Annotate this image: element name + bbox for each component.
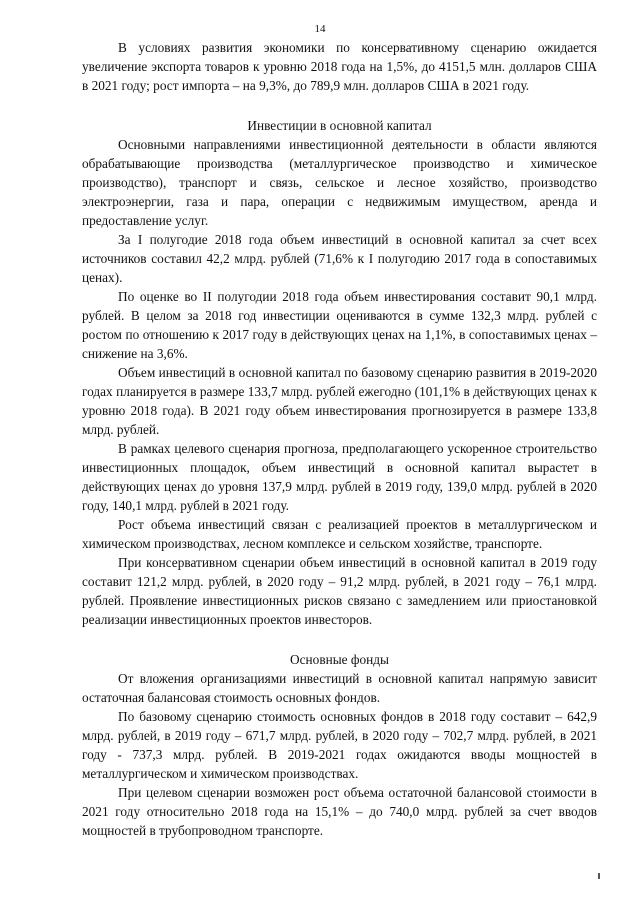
paragraph-export-import: В условиях развития экономики по консервативному сценарию ожидается увеличение экспорта товаров к уровню 2018 года на 1,5%, до 4151,5 млн. долларов США в 2021 году; рост импорта – на 9,3%, до 789,9 млн. долларов США в 2021 году. bbox=[82, 40, 597, 93]
paragraph: Объем инвестиций в основной капитал по базовому сценарию развития в 2019-2020 годах планируется в размере 133,7 млрд. рублей ежегодно (101,1% в действующих ценах к уровню 2018 года). В 2021 году объем инвестирования прогнозируется в размере 133,8 млрд. рублей. bbox=[82, 365, 597, 437]
paragraph: При целевом сценарии возможен рост объема остаточной балансовой стоимости в 2021 году относительно 2018 года на 15,1% – до 740,0 млрд. рублей за счет вводов мощностей в трубопроводном транспорте. bbox=[82, 785, 597, 838]
paragraph: Рост объема инвестиций связан с реализацией проектов в металлургическом и химическом производствах, лесном комплексе и сельском хозяйстве, транспорте. bbox=[82, 517, 597, 551]
paragraph: За I полугодие 2018 года объем инвестиций в основной капитал за счет всех источников составил 42,2 млрд. рублей (71,6% к I полугодию 2017 года в сопоставимых ценах). bbox=[82, 232, 597, 285]
page-number: 14 bbox=[314, 23, 326, 35]
paragraph: В рамках целевого сценария прогноза, предполагающего ускоренное строительство инвестиционных площадок, объем инвестиций в основной капитал вырастет в действующих ценах до уровня 137,9 млрд. рублей в 2019 году, 139,0 млрд. рублей в 2020 году, 140,1 млрд. рублей в 2021 году. bbox=[82, 441, 597, 513]
paragraph: При консервативном сценарии объем инвестиций в основной капитал в 2019 году составит 121,2 млрд. рублей, в 2020 году – 91,2 млрд. рублей, в 2021 году – 76,1 млрд. рублей. Проявление инвестиционных рисков связано с замедлением или приостановкой реализации инвестиционных проектов инвесторов. bbox=[82, 555, 597, 627]
document-body bbox=[82, 38, 597, 840]
scan-mark bbox=[598, 873, 600, 879]
heading-fixed-assets: Основные фонды bbox=[290, 652, 389, 667]
paragraph: Основными направлениями инвестиционной деятельности в области являются обрабатывающие производства (металлургическое производство и химическое производство), транспорт и связь, сельское и лесное хозяйство, производство электроэнергии, газа и пара, операции с недвижимым имуществом, аренда и предоставление услуг. bbox=[82, 137, 597, 228]
heading-investments: Инвестиции в основной капитал bbox=[247, 118, 432, 133]
paragraph: От вложения организациями инвестиций в основной капитал напрямую зависит остаточная балансовая стоимость основных фондов. bbox=[82, 671, 597, 705]
paragraph: По базовому сценарию стоимость основных фондов в 2018 году составит – 642,9 млрд. рублей, в 2019 году – 671,7 млрд. рублей, в 2020 году – 702,7 млрд. рублей, в 2021 году - 737,3 млрд. рублей. В 2019-2021 годах ожидаются вводы мощностей в металлургическом и химическом производствах. bbox=[82, 709, 597, 781]
paragraph: По оценке во II полугодии 2018 года объем инвестирования составит 90,1 млрд. рублей. В целом за 2018 год инвестиции оцениваются в сумме 132,3 млрд. рублей с ростом по отношению к 2017 году в действующих ценах на 1,1%, в сопоставимых ценах – снижение на 3,6%. bbox=[82, 289, 597, 361]
